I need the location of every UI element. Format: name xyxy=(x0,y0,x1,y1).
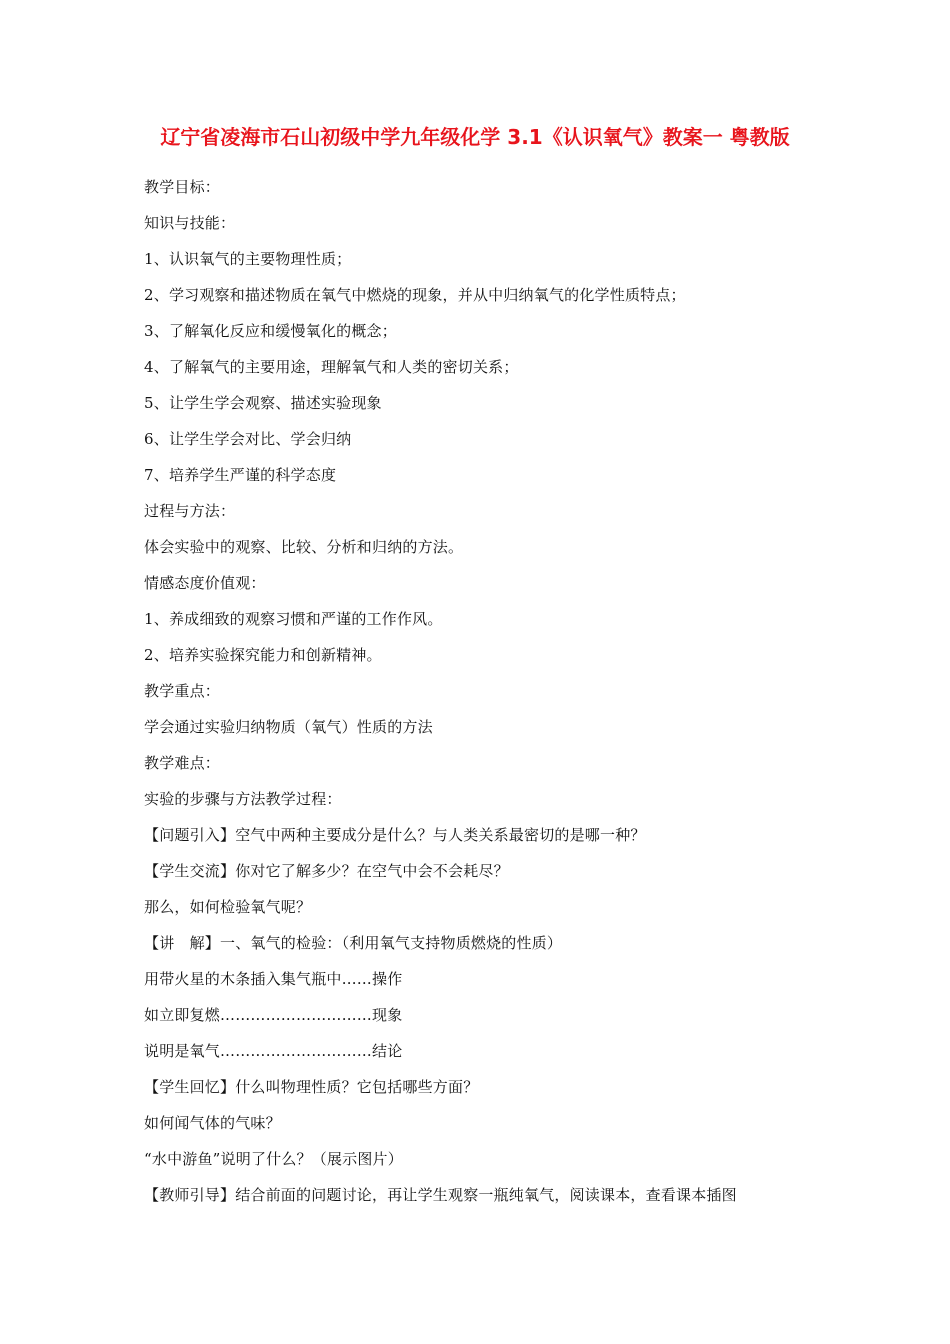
body-line: 那么，如何检验氧气呢？ xyxy=(144,898,312,916)
body-line: 用带火星的木条插入集气瓶中……操作 xyxy=(144,970,403,988)
body-line: 教学目标： xyxy=(144,178,221,196)
body-line: 5、让学生学会观察、描述实验现象 xyxy=(144,394,382,412)
body-line: 2、学习观察和描述物质在氧气中燃烧的现象，并从中归纳氧气的化学性质特点； xyxy=(144,286,686,304)
body-line: 如何闻气体的气味？ xyxy=(144,1114,281,1132)
body-line: 过程与方法： xyxy=(144,502,236,520)
body-line: 1、养成细致的观察习惯和严谨的工作作风。 xyxy=(144,610,443,628)
body-line: 6、让学生学会对比、学会归纳 xyxy=(144,430,352,448)
body-line: 教学重点： xyxy=(144,682,221,700)
body-line: 如立即复燃…………………………现象 xyxy=(144,1006,403,1024)
body-line: 1、认识氧气的主要物理性质； xyxy=(144,250,352,268)
body-line: 【学生回忆】什么叫物理性质？它包括哪些方面？ xyxy=(144,1078,479,1096)
body-line: 7、培养学生严谨的科学态度 xyxy=(144,466,337,484)
body-line: 4、了解氧气的主要用途，理解氧气和人类的密切关系； xyxy=(144,358,519,376)
body-line: 学会通过实验归纳物质（氧气）性质的方法 xyxy=(144,718,433,736)
body-line: 3、了解氧化反应和缓慢氧化的概念； xyxy=(144,322,397,340)
body-line: 教学难点： xyxy=(144,754,221,772)
body-line: 【讲 解】一、氧气的检验：（利用氧气支持物质燃烧的性质） xyxy=(144,934,563,952)
body-line: 说明是氧气…………………………结论 xyxy=(144,1042,403,1060)
body-line: 知识与技能： xyxy=(144,214,236,232)
body-line: 实验的步骤与方法教学过程： xyxy=(144,790,342,808)
body-line: 【学生交流】你对它了解多少？在空气中会不会耗尽？ xyxy=(144,862,509,880)
document-title: 辽宁省凌海市石山初级中学九年级化学 3.1《认识氧气》教案一 粤教版 xyxy=(160,125,790,149)
body-line: 体会实验中的观察、比较、分析和归纳的方法。 xyxy=(144,538,464,556)
body-line: 2、培养实验探究能力和创新精神。 xyxy=(144,646,382,664)
body-line: “水中游鱼”说明了什么？（展示图片） xyxy=(144,1150,403,1168)
document-body xyxy=(144,176,824,1220)
body-line: 【教师引导】结合前面的问题讨论，再让学生观察一瓶纯氧气，阅读课本，查看课本插图 xyxy=(144,1186,737,1204)
body-line: 【问题引入】空气中两种主要成分是什么？与人类关系最密切的是哪一种？ xyxy=(144,826,646,844)
body-line: 情感态度价值观： xyxy=(144,574,266,592)
